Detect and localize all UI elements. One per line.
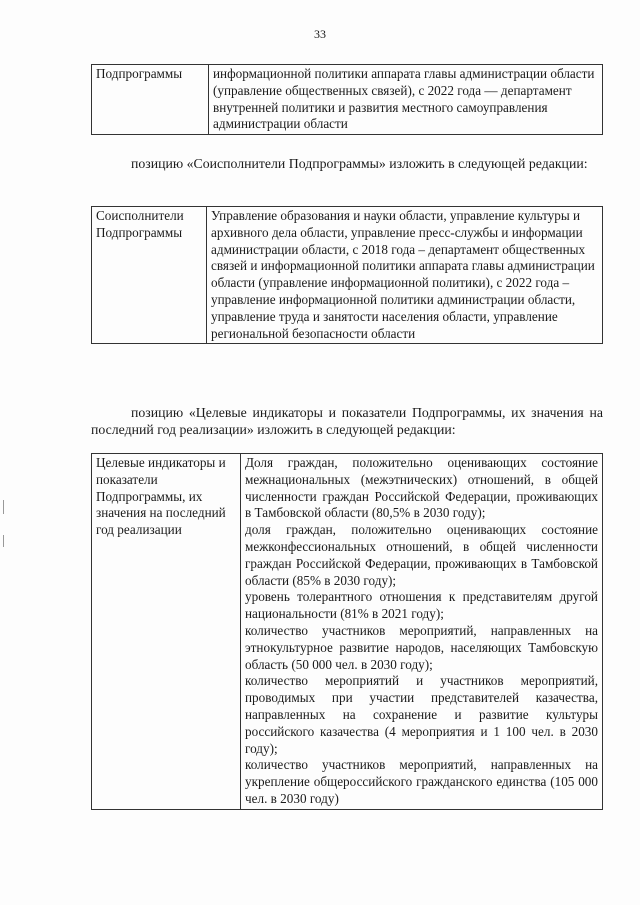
margin-mark <box>3 535 4 547</box>
indicator-item: Доля граждан, положительно оценивающих состояние межнациональных (межэтнических) отношений, в общей численности граждан Российской Федерации, проживающих в Тамбовской области (80,5% в 2030 году); <box>245 455 598 521</box>
indicator-item: доля граждан, положительно оценивающих состояние межконфессиональных отношений, в общей численности граждан Российской Федерации, проживающих в Тамбовской области (85% в 2030 году); <box>245 522 598 588</box>
indicator-item: количество мероприятий и участников мероприятий, проводимых при участии представителей казачества, направленных на сохранение и развитие культуры российского казачества (4 мероприятия и 1 100 чел. в 2030 году); <box>245 673 598 756</box>
coexecutors-table <box>91 206 603 344</box>
paragraph-indicators: позицию «Целевые индикаторы и показатели Подпрограммы, их значения на последний год реализации» изложить в следующей редакции: <box>91 405 603 437</box>
indicator-item: количество участников мероприятий, направленных на укрепление общероссийского гражданского единства (105 000 чел. в 2030 году) <box>245 757 598 806</box>
indicator-item: количество участников мероприятий, направленных на этнокультурное развитие народов, населяющих Тамбовскую область (50 000 чел. в 2030 году); <box>245 622 598 672</box>
page-number: 33 <box>314 27 326 41</box>
indicators-table <box>91 453 603 810</box>
subprogram-label: Подпрограммы <box>92 65 209 135</box>
coexecutors-label: Соисполнители Подпрограммы <box>92 207 207 344</box>
indicator-item: уровень толерантного отношения к представителям другой национальности (81% в 2021 году); <box>245 589 598 622</box>
margin-mark <box>3 500 4 514</box>
subprogram-value: информационной политики аппарата главы администрации области (управление общественных связей), с 2022 года — департамент внутренней политики и развития местного самоуправления администрации области <box>209 65 603 135</box>
subprogram-table <box>91 64 603 135</box>
indicators-values <box>241 454 603 810</box>
indicators-label: Целевые индикаторы и показатели Подпрограммы, их значения на последний год реализации <box>92 454 241 810</box>
coexecutors-value: Управление образования и науки области, управление культуры и архивного дела области, управление пресс-службы и информации администрации области, с 2018 года – департамент общественных связей и информационной политики аппарата главы администрации области (управление информационной политики), с 2022 года – управление информационной политики администрации области, управление труда и занятости населения области, управление региональной безопасности области <box>207 207 603 344</box>
paragraph-coexecutors: позицию «Соисполнители Подпрограммы» изложить в следующей редакции: <box>131 156 588 171</box>
